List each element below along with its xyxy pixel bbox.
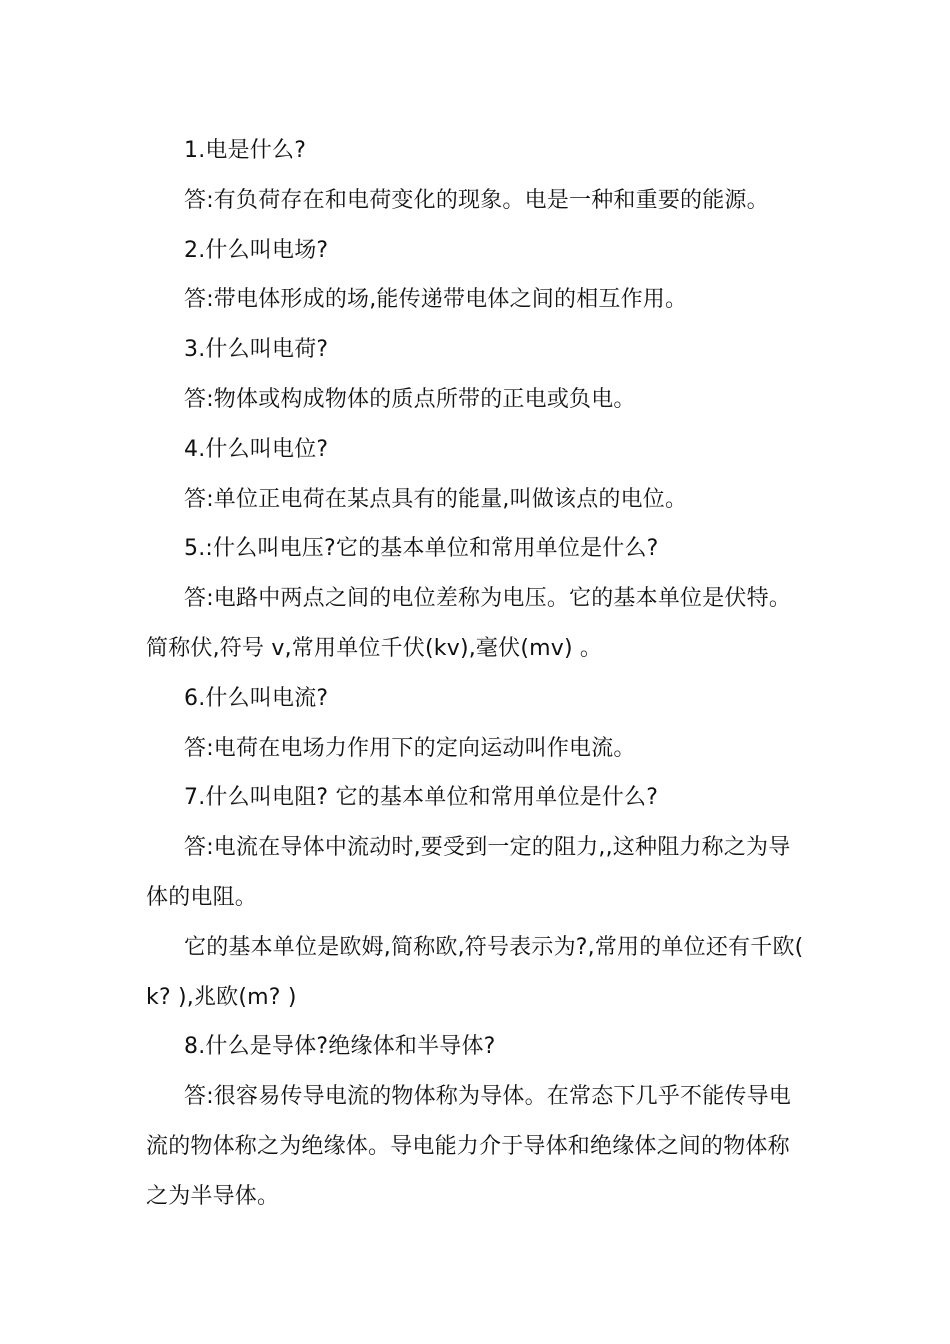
question-7: 7.什么叫电阻? 它的基本单位和常用单位是什么? [184, 785, 659, 811]
question-8: 8.什么是导体?绝缘体和半导体? [184, 1034, 496, 1060]
question-1: 1.电是什么? [184, 138, 307, 163]
answer-4: 答:单位正电荷在某点具有的能量,叫做该点的电位。 [184, 486, 688, 512]
question-3: 3.什么叫电荷? [184, 337, 329, 363]
answer-6: 答:电荷在电场力作用下的定向运动叫作电流。 [184, 735, 636, 761]
answer-7: 答:电流在导体中流动时,要受到一定的阻力,,这种阻力称之为导体的电阻。 [146, 835, 791, 910]
answer-8: 答:很容易传导电流的物体称为导体。在常态下几乎不能传导电流的物体称之为绝缘体。导电能力介于导体和绝缘体之间的物体称之为半导体。 [146, 1084, 792, 1209]
answer-2: 答:带电体形成的场,能传递带电体之间的相互作用。 [184, 287, 688, 313]
question-2: 2.什么叫电场? [184, 237, 329, 263]
answer-7-continued: 它的基本单位是欧姆,简称欧,符号表示为?,常用的单位还有千欧( k? ),兆欧(m? ) [146, 934, 804, 1010]
question-4: 4.什么叫电位? [184, 436, 329, 462]
answer-3: 答:物体或构成物体的质点所带的正电或负电。 [184, 386, 636, 412]
document-body [146, 126, 810, 1222]
answer-5: 答:电路中两点之间的电位差称为电压。它的基本单位是伏特。简称伏,符号 v,常用单位千伏(kv),毫伏(mv) 。 [146, 586, 792, 661]
answer-1: 答:有负荷存在和电荷变化的现象。电是一种和重要的能源。 [184, 187, 769, 213]
question-6: 6.什么叫电流? [184, 685, 329, 711]
question-5: 5.:什么叫电压?它的基本单位和常用单位是什么? [184, 536, 659, 562]
